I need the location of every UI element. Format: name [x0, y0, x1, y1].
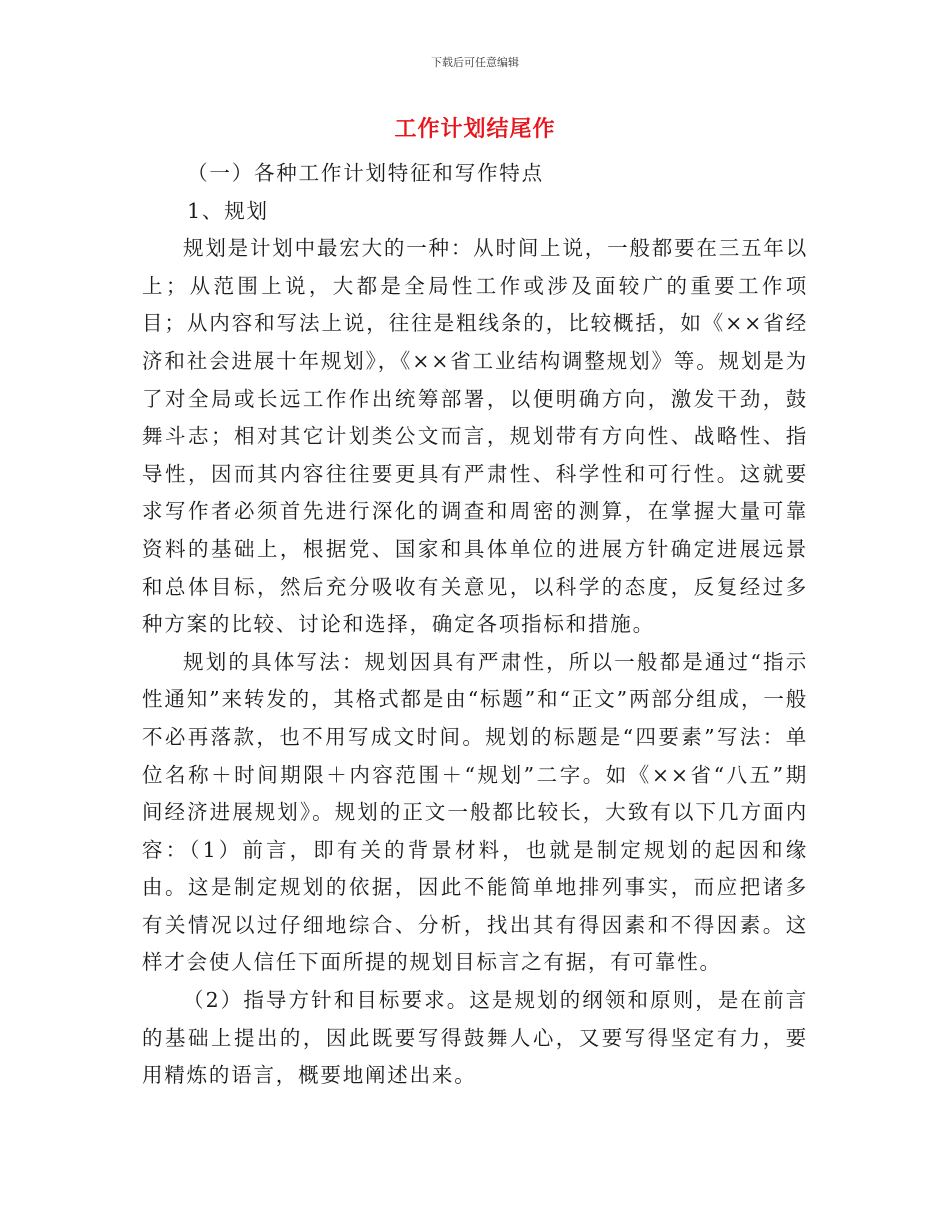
page-header: 下载后可任意编辑	[431, 56, 519, 69]
paragraph: （2）指导方针和目标要求。这是规划的纲领和原则，是在前言的基础上提出的，因此既要写得鼓舞人心，又要写得坚定有力，要用精炼的语言，概要地阐述出来。	[142, 988, 808, 1088]
document-title: 工作计划结尾作	[394, 116, 556, 142]
subheading: 1、规划	[187, 198, 269, 223]
document-body	[142, 155, 808, 1095]
paragraph: 规划是计划中最宏大的一种：从时间上说，一般都要在三五年以上；从范围上说，大都是全局性工作或涉及面较广的重要工作项目；从内容和写法上说，往往是粗线条的，比较概括，如《××省经济和社会进展十年规划》，《××省工业结构调整规划》等。规划是为了对全局或长远工作作出统筹部署，以便明确方向，激发干劲，鼓舞斗志；相对其它计划类公文而言，规划带有方向性、战略性、指导性，因而其内容往往要更具有严肃性、科学性和可行性。这就要求写作者必须首先进行深化的调查和周密的测算，在掌握大量可靠资料的基础上，根据党、国家和具体单位的进展方针确定进展远景和总体目标，然后充分吸收有关意见，以科学的态度，反复经过多种方案的比较、讨论和选择，确定各项指标和措施。	[142, 236, 808, 637]
section-heading: （一）各种工作计划特征和写作特点	[187, 161, 544, 185]
paragraph: 规划的具体写法：规划因具有严肃性，所以一般都是通过“指示性通知”来转发的，其格式都是由“标题”和“正文”两部分组成，一般不必再落款，也不用写成文时间。规划的标题是“四要素”写法：单位名称＋时间期限＋内容范围＋“规划”二字。如《××省“八五”期间经济进展规划》。规划的正文一般都比较长，大致有以下几方面内容：（1）前言，即有关的背景材料，也就是制定规划的起因和缘由。这是制定规划的依据，因此不能简单地排列事实，而应把诸多有关情况以过仔细地综合、分析，找出其有得因素和不得因素。这样才会使人信任下面所提的规划目标言之有据，有可靠性。	[142, 649, 808, 975]
